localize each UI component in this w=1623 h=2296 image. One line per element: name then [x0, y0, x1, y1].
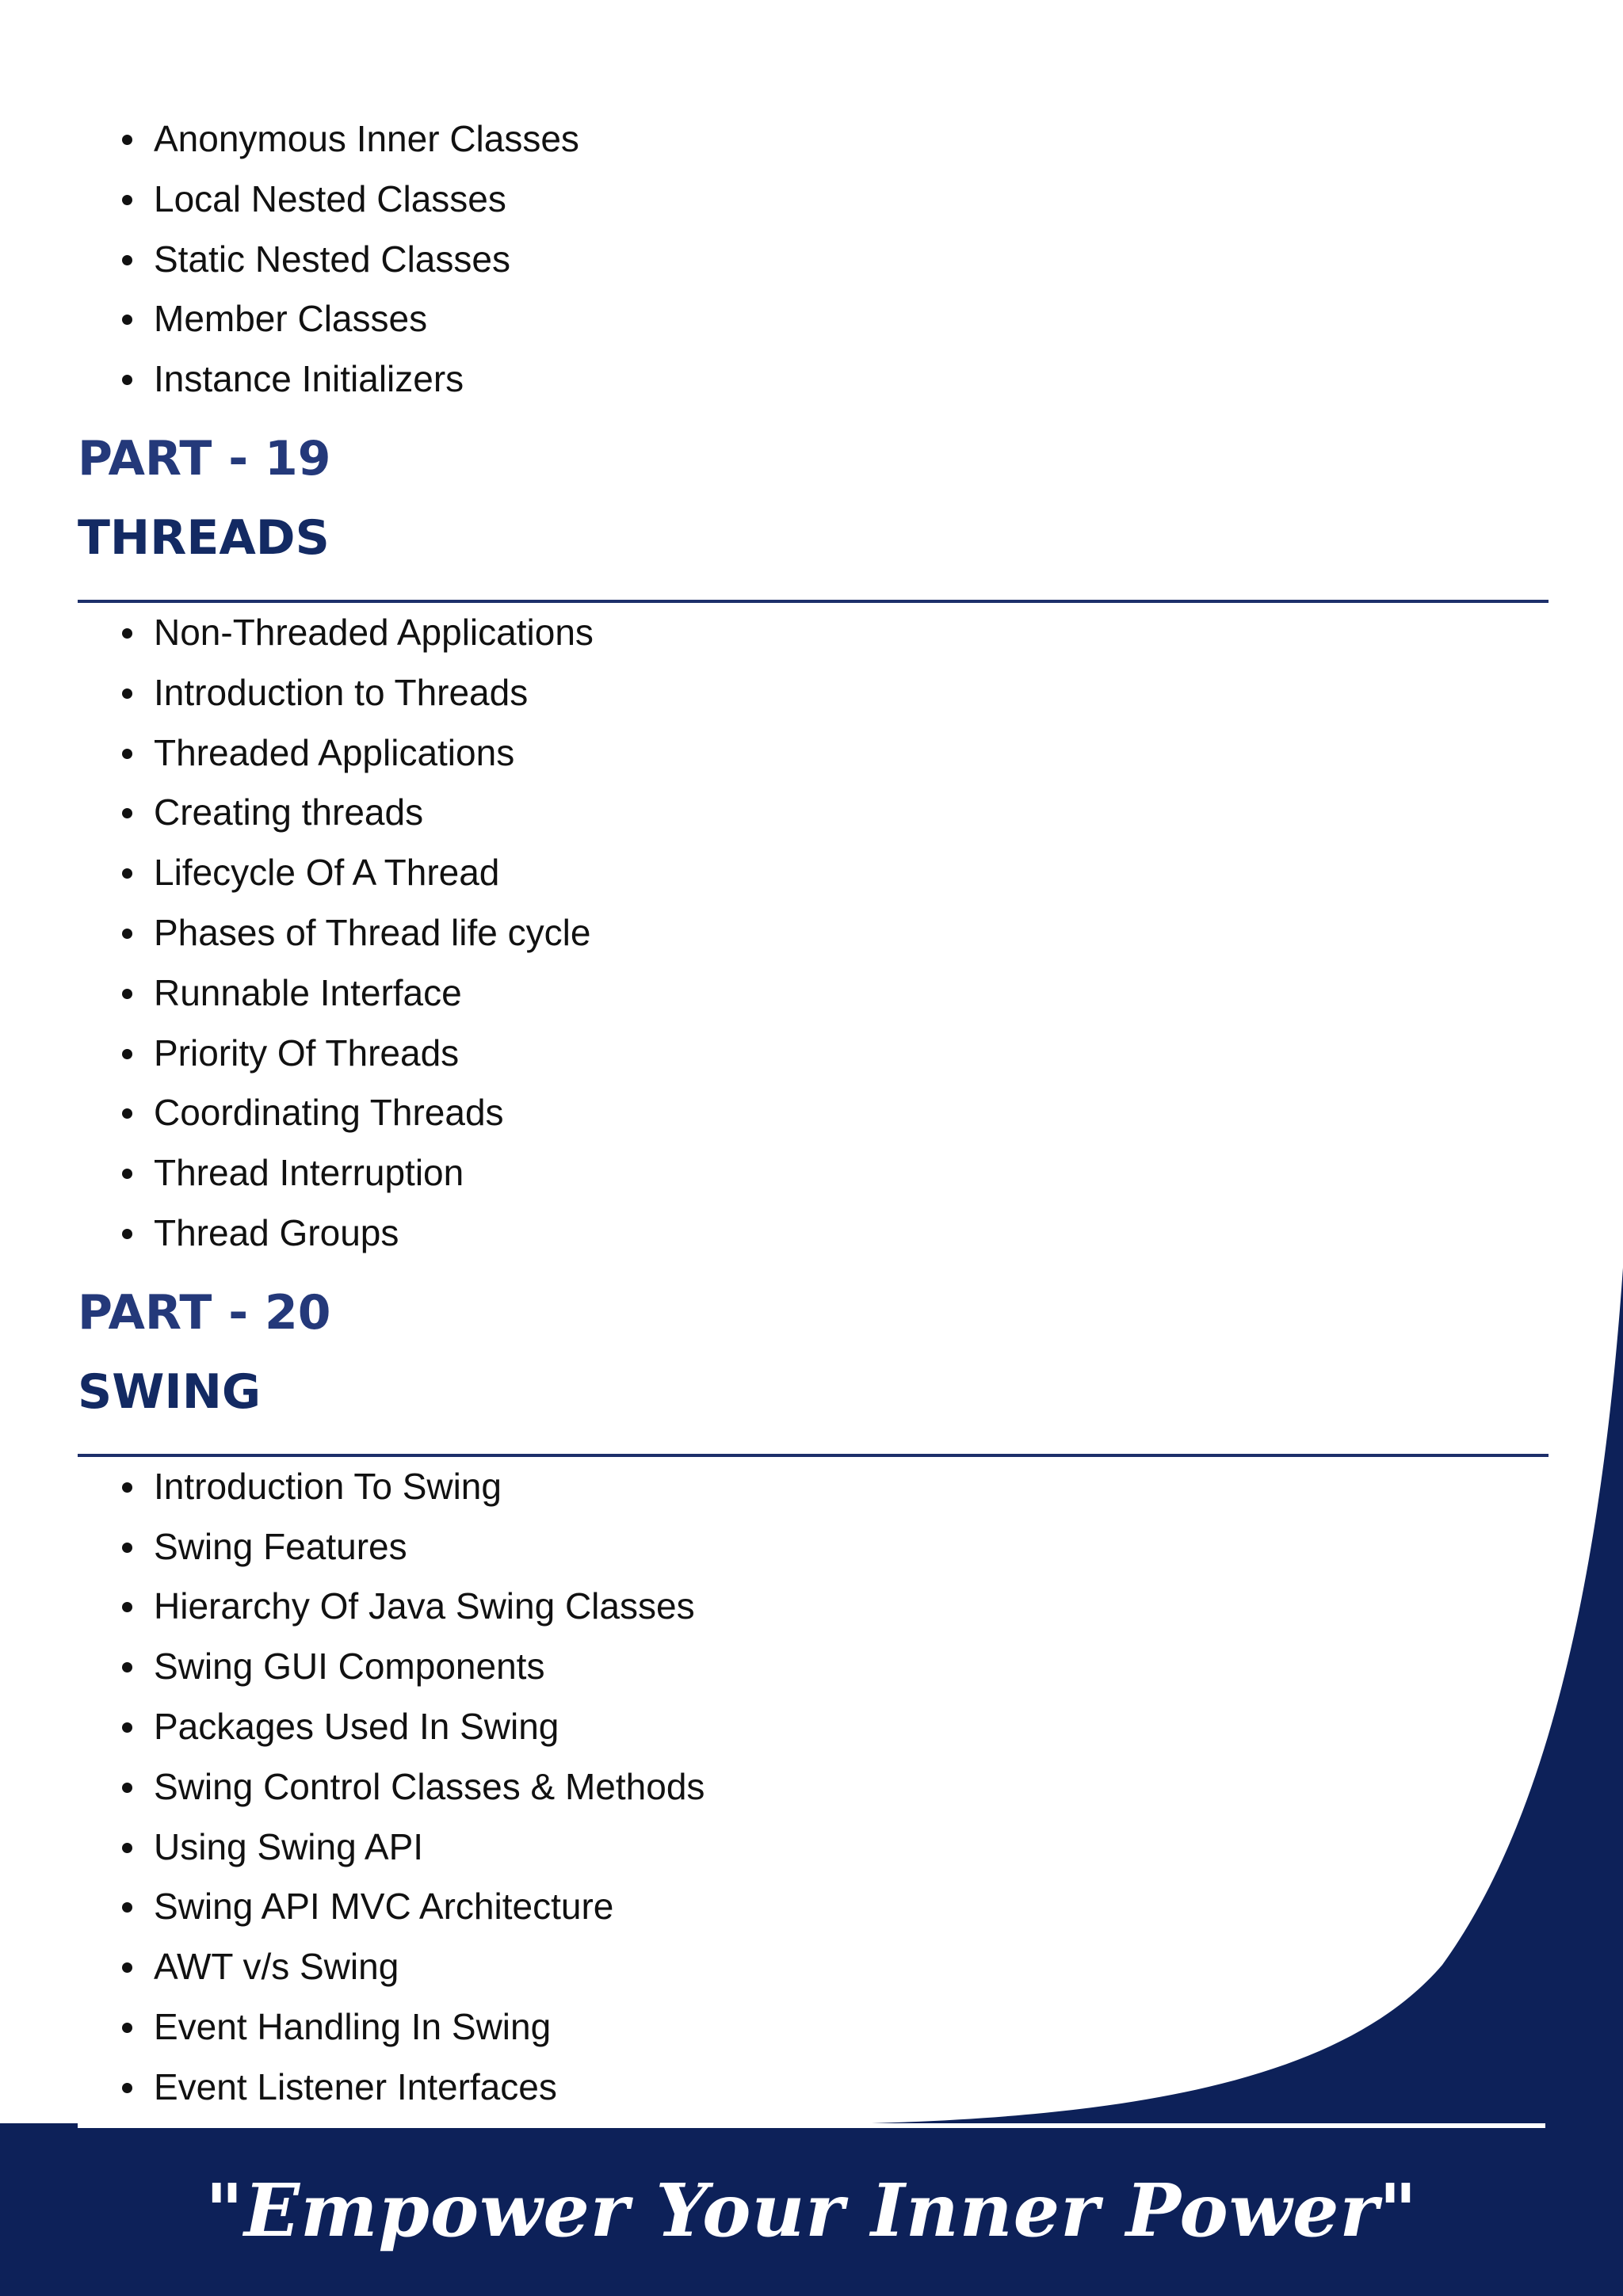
- part-20-section: [78, 1273, 1549, 2118]
- list-item: Swing API MVC Architecture: [119, 1877, 1549, 1937]
- list-item: Priority Of Threads: [119, 1024, 1549, 1084]
- list-item: Packages Used In Swing: [119, 1697, 1549, 1757]
- list-item: Introduction to Threads: [119, 663, 1549, 723]
- part-19-section: [78, 419, 1549, 1264]
- threads-topic-list: [78, 603, 1549, 1264]
- document-body: [78, 109, 1549, 2118]
- list-item: AWT v/s Swing: [119, 1937, 1549, 1997]
- list-item: Threaded Applications: [119, 723, 1549, 784]
- list-item: Lifecycle Of A Thread: [119, 843, 1549, 903]
- list-item: Member Classes: [119, 289, 1549, 349]
- list-item: Local Nested Classes: [119, 170, 1549, 230]
- swing-topic-list: [78, 1457, 1549, 2118]
- intro-topic-list: [78, 109, 1549, 410]
- part-19-title: THREADS: [78, 509, 330, 566]
- spacer: [78, 410, 1549, 419]
- list-item: Swing Features: [119, 1517, 1549, 1577]
- list-item: Event Handling In Swing: [119, 1997, 1549, 2058]
- footer-slogan: "Empower Your Inner Power": [205, 2168, 1418, 2253]
- list-item: Introduction To Swing: [119, 1457, 1549, 1517]
- list-item: Instance Initializers: [119, 349, 1549, 410]
- list-item: Coordinating Threads: [119, 1083, 1549, 1143]
- list-item: Runnable Interface: [119, 963, 1549, 1024]
- list-item: Using Swing API: [119, 1817, 1549, 1878]
- list-item: Thread Groups: [119, 1203, 1549, 1264]
- footer-divider: [78, 2123, 1545, 2128]
- list-item: Event Listener Interfaces: [119, 2058, 1549, 2118]
- list-item: Hierarchy Of Java Swing Classes: [119, 1577, 1549, 1637]
- part-20-label: PART - 20: [78, 1284, 331, 1341]
- list-item: Anonymous Inner Classes: [119, 109, 1549, 170]
- spacer: [78, 1264, 1549, 1273]
- part-20-title: SWING: [78, 1363, 262, 1420]
- list-item: Phases of Thread life cycle: [119, 903, 1549, 963]
- list-item: Non-Threaded Applications: [119, 603, 1549, 663]
- part-19-label: PART - 19: [78, 430, 331, 486]
- list-item: Creating threads: [119, 783, 1549, 843]
- list-item: Swing Control Classes & Methods: [119, 1757, 1549, 1817]
- list-item: Swing GUI Components: [119, 1637, 1549, 1697]
- list-item: Thread Interruption: [119, 1143, 1549, 1203]
- list-item: Static Nested Classes: [119, 230, 1549, 290]
